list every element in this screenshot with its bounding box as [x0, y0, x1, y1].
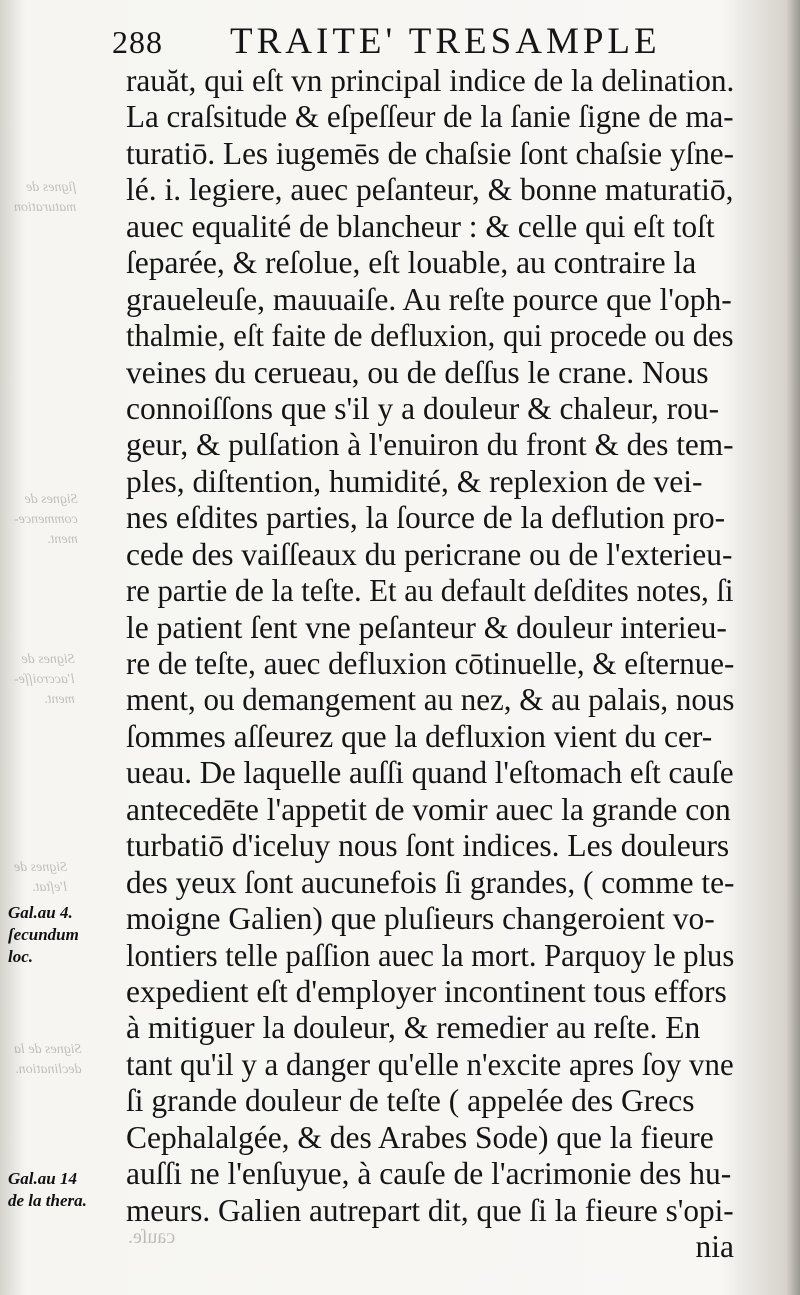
bleed-through-mark: Signes de la declination. — [14, 1042, 82, 1077]
text-line: re de teſte, auec defluxion cōtinuelle, & eſternue- — [126, 646, 735, 681]
text-line: antecedēte l'appetit de vomir auec la grande con — [126, 791, 731, 827]
text-line: lé. i. legiere, auec peſanteur, & bonne maturatiō, — [126, 172, 734, 208]
bleed-through-mark: Signes de commence- ment. — [14, 492, 78, 547]
text-line: connoiſſons que s'il y a douleur & chaleur, rou- — [126, 390, 720, 426]
text-line: tant qu'il y a danger qu'elle n'excite apres ſoy vne — [126, 1046, 734, 1082]
text-line: geur, & pulſation à l'enuiron du front & des tem- — [126, 427, 734, 463]
catchword: nia — [695, 1229, 734, 1264]
text-line: graueleuſe, mauuaiſe. Au reſte pource que l'oph- — [126, 281, 732, 317]
text-line: ſi grande douleur de teſte ( appelée des Grecs — [126, 1083, 695, 1119]
text-line: moigne Galien) que pluſieurs changeroient vo- — [126, 901, 715, 937]
margin-note-galen-4 — [8, 902, 79, 968]
bleed-through-mark: Signes de l'accroiſſe- ment. — [14, 652, 75, 707]
text-line: ſeparée, & reſolue, eſt louable, au contraire la — [126, 245, 697, 281]
margin-note-text: Gal.au 14 de la thera. — [8, 1169, 87, 1210]
text-line: auec equalité de blancheur : & celle qui eſt toſt — [126, 208, 715, 244]
running-head: TRAITE' TRESAMPLE — [230, 21, 661, 62]
text-line: La craſsitude & eſpeſſeur de la ſanie ſigne de ma- — [126, 99, 734, 135]
text-line: turatiō. Les iugemēs de chaſsie ſont chaſsie yſne- — [126, 135, 735, 171]
text-line: meurs. Galien autrepart dit, que ſi la fieure s'opi- — [126, 1192, 734, 1228]
text-line: le patient ſent vne peſanteur & douleur interieu- — [126, 609, 727, 645]
bleed-through-mark: cauſe. — [128, 1226, 176, 1248]
margin-note-text: Gal.au 4. ſecundum loc. — [8, 903, 79, 966]
text-line: ples, diſtention, humidité, & replexion de vei- — [126, 463, 703, 499]
text-line: Cephalalgée, & des Arabes Sode) que la fieure — [126, 1119, 714, 1155]
text-line: auſſi ne l'enſuyue, à cauſe de l'acrimonie des hu- — [126, 1156, 732, 1192]
text-line: cede des vaiſſeaux du pericrane ou de l'exterieu- — [126, 536, 733, 572]
text-line: veines du cerueau, ou de deſſus le crane. Nous — [126, 354, 709, 390]
text-line: ſommes aſſeurez que la defluxion vient du cer- — [126, 718, 713, 754]
bleed-through-mark: Signes de l'eſtat. — [14, 860, 68, 895]
text-line: nes eſdites parties, la ſource de la deflution pro- — [126, 500, 726, 536]
gutter-shadow — [786, 0, 800, 1295]
text-line: lontiers telle paſſion auec la mort. Parquoy le plus — [126, 937, 735, 973]
body-text — [126, 63, 734, 1265]
page-number: 288 — [112, 24, 163, 60]
bleed-through-mark: ſignes de maturation — [14, 180, 77, 215]
text-line: turbatiō d'iceluy nous ſont indices. Les douleurs — [126, 828, 730, 864]
text-line: thalmie, eſt faite de defluxion, qui procede ou des — [126, 318, 734, 354]
text-line: ment, ou demangement au nez, & au palais, nous — [126, 682, 735, 718]
text-line: rauăt, qui eſt vn principal indice de la delination. — [126, 63, 735, 98]
text-line: ueau. De laquelle auſſi quand l'eſtomach eſt cauſe — [126, 755, 734, 791]
page-header — [112, 16, 672, 64]
text-line: expedient eſt d'employer incontinent tous effors — [126, 973, 727, 1009]
text-line: des yeux ſont aucunefois ſi grandes, ( comme te- — [126, 864, 735, 900]
margin-note-galen-14 — [8, 1168, 87, 1212]
text-line: à mitiguer la douleur, & remedier au reſte. En — [126, 1010, 701, 1046]
text-line: re partie de la teſte. Et au default deſdites notes, ſi — [126, 573, 734, 609]
